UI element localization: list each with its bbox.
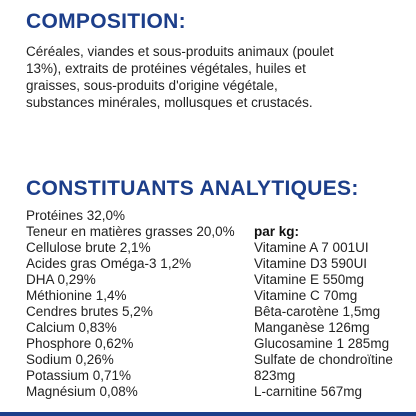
constituent-item: Méthionine 1,4%	[26, 288, 127, 303]
constituent-item: Phosphore 0,62%	[26, 336, 134, 351]
per-kg-label: par kg:	[254, 224, 300, 239]
composition-line: Céréales, viandes et sous-produits animaux (poulet	[26, 44, 334, 59]
constituent-item: Cellulose brute 2,1%	[26, 240, 151, 255]
constituent-item: Sodium 0,26%	[26, 352, 114, 367]
constituent-item: Acides gras Oméga-3 1,2%	[26, 256, 192, 271]
constituent-item: Teneur en matières grasses 20,0%	[26, 224, 235, 239]
composition-line: 13%), extraits de protéines végétales, huiles et	[26, 61, 306, 76]
constituent-item: Protéines 32,0%	[26, 208, 126, 223]
constituent-item: Calcium 0,83%	[26, 320, 117, 335]
vitamin-item: Glucosamine 1 285mg	[254, 336, 390, 351]
composition-heading: COMPOSITION:	[26, 10, 186, 33]
vitamin-item: Vitamine C 70mg	[254, 288, 358, 303]
vitamin-item: Vitamine D3 590UI	[254, 256, 368, 271]
vitamin-item: Manganèse 126mg	[254, 320, 370, 335]
constituent-item: Magnésium 0,08%	[26, 384, 138, 399]
vitamin-item: Vitamine E 550mg	[254, 272, 365, 287]
vitamin-item: 823mg	[254, 368, 296, 383]
vitamin-item: Vitamine A 7 001UI	[254, 240, 369, 255]
composition-line: graisses, sous-produits d'origine végétale,	[26, 78, 278, 93]
composition-line: substances minérales, mollusques et crustacés.	[26, 95, 313, 110]
constituents-heading: CONSTITUANTS ANALYTIQUES:	[26, 177, 359, 200]
bottom-accent-bar	[0, 412, 416, 416]
vitamin-item: Bêta-carotène 1,5mg	[254, 304, 381, 319]
constituent-item: DHA 0,29%	[26, 272, 96, 287]
vitamin-item: L-carnitine 567mg	[254, 384, 363, 399]
constituent-item: Potassium 0,71%	[26, 368, 132, 383]
constituent-item: Cendres brutes 5,2%	[26, 304, 153, 319]
vitamin-item: Sulfate de chondroïtine	[254, 352, 393, 367]
